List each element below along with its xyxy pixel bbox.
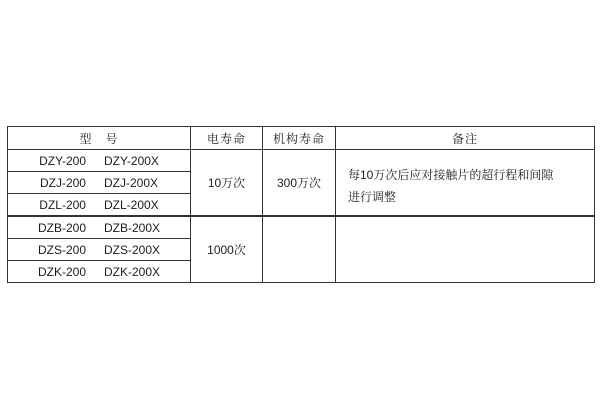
model-name: DZY-200X bbox=[104, 153, 159, 168]
remarks-line: 每10万次后应对接触片的超行程和间隙 bbox=[348, 168, 554, 182]
model-name: DZK-200X bbox=[104, 264, 161, 279]
table-row bbox=[8, 216, 595, 239]
model-name: DZY-200 bbox=[39, 153, 86, 168]
mechanism-life-cell-group1: 300万次 bbox=[263, 150, 336, 217]
remarks-cell-group1 bbox=[336, 150, 595, 217]
model-name: DZL-200 bbox=[39, 197, 86, 212]
remarks-text bbox=[336, 157, 594, 208]
model-cell bbox=[8, 194, 191, 217]
model-pair bbox=[8, 243, 190, 257]
model-name: DZJ-200X bbox=[103, 175, 159, 190]
model-pair bbox=[8, 154, 190, 168]
electrical-life-cell-group2: 1000次 bbox=[191, 216, 263, 283]
model-cell bbox=[8, 216, 191, 239]
mechanism-life-cell-group2 bbox=[263, 216, 336, 283]
model-cell bbox=[8, 150, 191, 172]
model-cell bbox=[8, 261, 191, 283]
spec-table bbox=[7, 126, 595, 283]
header-mechanism-life: 机构寿命 bbox=[263, 127, 336, 150]
header-model: 型 号 bbox=[8, 127, 191, 150]
model-cell bbox=[8, 172, 191, 194]
model-name: DZS-200X bbox=[104, 242, 161, 257]
remarks-cell-group2 bbox=[336, 216, 595, 283]
model-pair bbox=[8, 221, 190, 235]
electrical-life-cell-group1: 10万次 bbox=[191, 150, 263, 217]
model-cell bbox=[8, 239, 191, 261]
model-name: DZJ-200 bbox=[39, 175, 86, 190]
remarks-line: 进行调整 bbox=[348, 190, 397, 204]
spec-table-container bbox=[7, 126, 595, 283]
model-name: DZS-200 bbox=[37, 242, 86, 257]
model-name: DZB-200X bbox=[104, 220, 161, 235]
header-electrical-life: 电寿命 bbox=[191, 127, 263, 150]
table-row bbox=[8, 150, 595, 172]
header-remarks: 备注 bbox=[336, 127, 595, 150]
model-pair bbox=[8, 176, 190, 190]
table-header-row bbox=[8, 127, 595, 150]
model-pair bbox=[8, 265, 190, 279]
model-name: DZB-200 bbox=[37, 220, 86, 235]
remarks-text bbox=[336, 246, 594, 253]
model-name: DZK-200 bbox=[37, 264, 86, 279]
model-pair bbox=[8, 198, 190, 212]
model-name: DZL-200X bbox=[103, 197, 159, 212]
